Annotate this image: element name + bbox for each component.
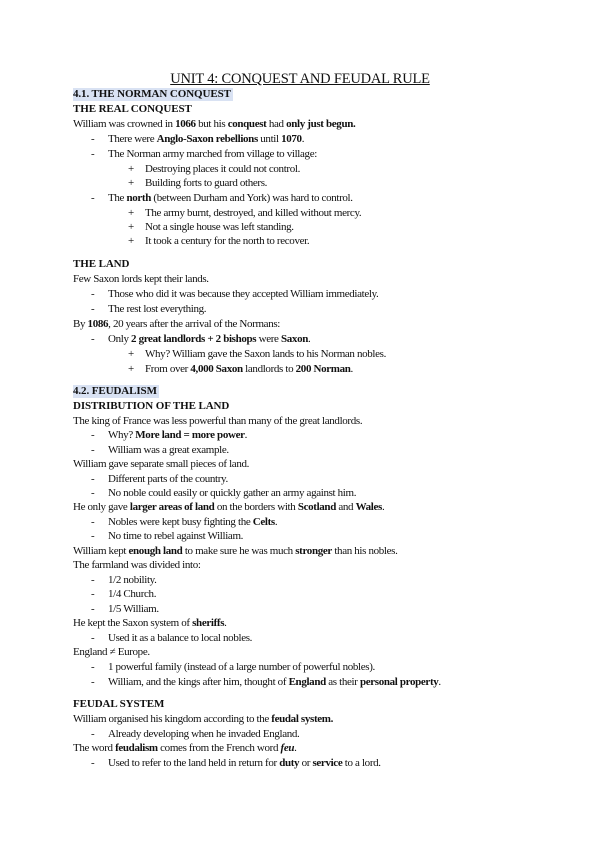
bullet-dash: - [91,632,95,644]
bullet-dash: - [91,333,95,345]
list-item: Already developing when he invaded England. [108,728,300,740]
bullet-dash: - [91,429,95,441]
bullet-plus: + [128,235,134,247]
sub-item: Building forts to guard others. [145,177,268,189]
king-line: The king of France was less powerful than many of the great landlords. [73,415,363,427]
list-item-rebellions: There were Anglo-Saxon rebellions until 1070. [108,133,305,145]
bullet-dash: - [91,603,95,615]
page-title: UNIT 4: CONQUEST AND FEUDAL RULE [170,71,430,87]
bullet-plus: + [128,221,134,233]
bullet-plus: + [128,363,134,375]
bullet-plus: + [128,348,134,360]
bullet-dash: - [91,487,95,499]
sub-item: Not a single house was left standing. [145,221,294,233]
intro-line: William was crowned in 1066 but his conquest had only just begun. [73,118,356,130]
list-item: 1/2 nobility. [108,574,157,586]
list-item: Used to refer to the land held in return for duty or service to a lord. [108,757,381,769]
bullet-dash: - [91,303,95,315]
list-item-only-2: Only 2 great landlords + 2 bishops were Saxon. [108,333,311,345]
bullet-dash: - [91,148,95,160]
list-item-north: The north (between Durham and York) was hard to control. [108,192,353,204]
bullet-dash: - [91,661,95,673]
sheriffs-line: He kept the Saxon system of sheriffs. [73,617,227,629]
subheading-the-land: THE LAND [73,258,130,270]
bullet-dash: - [91,728,95,740]
list-item: Those who did it was because they accepted William immediately. [108,288,379,300]
bullet-plus: + [128,177,134,189]
sub-item: Why? William gave the Saxon lands to his Norman nobles. [145,348,387,360]
list-item: No noble could easily or quickly gather an army against him. [108,487,357,499]
by-1086-line: By 1086, 20 years after the arrival of the Normans: [73,318,280,330]
list-item: 1/5 William. [108,603,159,615]
bullet-dash: - [91,757,95,769]
section-heading-norman-conquest: 4.1. THE NORMAN CONQUEST [73,88,231,100]
larger-line: He only gave larger areas of land on the borders with Scotland and Wales. [73,501,385,513]
land-intro: Few Saxon lords kept their lands. [73,273,209,285]
list-item: Nobles were kept busy fighting the Celts. [108,516,278,528]
list-item: No time to rebel against William. [108,530,244,542]
bullet-dash: - [91,288,95,300]
bullet-dash: - [91,444,95,456]
bullet-dash: - [91,574,95,586]
bullet-dash: - [91,192,95,204]
bullet-dash: - [91,676,95,688]
list-item: Why? More land = more power. [108,429,248,441]
subheading-distribution: DISTRIBUTION OF THE LAND [73,400,230,412]
england-line: England ≠ Europe. [73,646,150,658]
subheading-real-conquest: THE REAL CONQUEST [73,103,192,115]
list-item-army: The Norman army marched from village to village: [108,148,317,160]
list-item: The rest lost everything. [108,303,207,315]
word-line: The word feudalism comes from the French word feu. [73,742,297,754]
bullet-plus: + [128,207,134,219]
organised-line: William organised his kingdom according to the feudal system. [73,713,334,725]
bullet-dash: - [91,516,95,528]
list-item: William was a great example. [108,444,229,456]
sub-item: It took a century for the north to recover. [145,235,310,247]
sub-item: From over 4,000 Saxon landlords to 200 Norman. [145,363,353,375]
separate-line: William gave separate small pieces of land. [73,458,250,470]
list-item: 1 powerful family (instead of a large number of powerful nobles). [108,661,375,673]
enough-line: William kept enough land to make sure he was much stronger than his nobles. [73,545,398,557]
bullet-dash: - [91,530,95,542]
sub-item: The army burnt, destroyed, and killed without mercy. [145,207,362,219]
subheading-feudal-system: FEUDAL SYSTEM [73,698,165,710]
list-item: 1/4 Church. [108,588,157,600]
farmland-line: The farmland was divided into: [73,559,201,571]
list-item: Used it as a balance to local nobles. [108,632,253,644]
bullet-dash: - [91,588,95,600]
bullet-plus: + [128,163,134,175]
list-item: Different parts of the country. [108,473,228,485]
sub-item: Destroying places it could not control. [145,163,300,175]
section-heading-feudalism: 4.2. FEUDALISM [73,385,157,397]
list-item: William, and the kings after him, thought of England as their personal property. [108,676,441,688]
bullet-dash: - [91,473,95,485]
bullet-dash: - [91,133,95,145]
